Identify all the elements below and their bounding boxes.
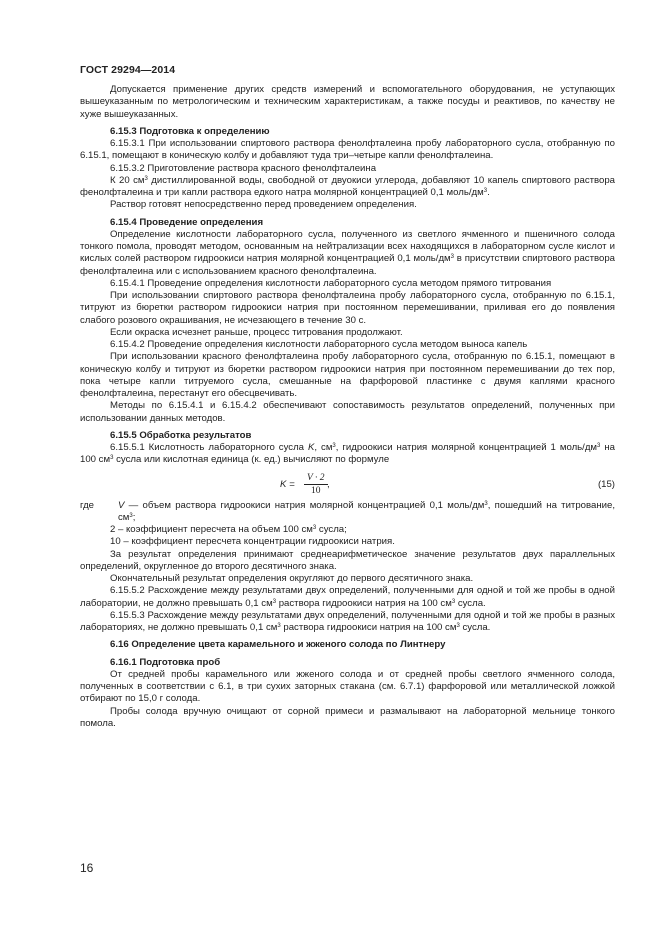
- where-label: где: [80, 499, 95, 511]
- paragraph: 6.15.3.1 При использовании спиртового раствора фенолфталеина пробу лабораторного сусла, отобранную по 6.15.1, помещают в коническую колбу и добавляют туда три–четыре капли фенолфталеина.: [80, 138, 615, 162]
- section-heading-6-15-3: 6.15.3 Подготовка к определению: [110, 125, 270, 137]
- paragraph: 6.15.5.2 Расхождение между результатами двух определений, полученными для одной и той же пробы в одной лаборатории, не должно превышать 0,1 $см^3$ раствора гидроокиси натрия на 100 $см^3$ сусла.: [80, 585, 615, 609]
- paragraph: Пробы солода вручную очищают от сорной примеси и размалывают на лабораторной мельнице тонкого помола.: [80, 705, 615, 729]
- paragraph: За результат определения принимают среднеарифметическое значение результатов двух параллельных определений, округленное до второго десятичного знака.: [80, 548, 615, 572]
- definition-2: 2 – коэффициент пересчета на объем 100 $см^3$ сусла;: [110, 524, 347, 535]
- document-code-header: ГОСТ 29294—2014: [80, 64, 176, 76]
- intro-paragraph: Допускается применение других средств измерений и вспомогательного оборудования, не уступающих вышеуказанным по метрологическим и техническим характеристикам, а также посуды и реактивов, по качеству не хуже вышеуказанных.: [80, 84, 615, 120]
- paragraph: Если окраска исчезнет раньше, процесс титрования продолжают.: [110, 326, 403, 338]
- formula-fraction: [304, 472, 328, 497]
- formula-comma: ,: [327, 478, 330, 490]
- page-body: [80, 84, 615, 730]
- paragraph: К 20 $см^3$ дистиллированной воды, свободной от двуокиси углерода, добавляют 10 капель спиртового раствора фенолфталеина и три капли раствора едкого натра молярной концентрацией 0,1 моль/$дм^3$.: [80, 174, 615, 198]
- page-number: 16: [80, 861, 94, 875]
- equation-number: (15): [597, 478, 615, 490]
- paragraph: При использовании спиртового раствора фенолфталеина пробу лабораторного сусла, отобранную по 6.15.1, титруют из бюретки раствором гидроокиси натрия при постоянном перемешивании, приливая его до появления слабого розового окрашивания, не исчезающего в течение 30 с.: [80, 290, 615, 326]
- section-heading-6-15-5: 6.15.5 Обработка результатов: [110, 429, 252, 441]
- paragraph: 6.15.4.1 Проведение определения кислотности лабораторного сусла методом прямого титрования: [110, 277, 552, 289]
- paragraph: 6.15.4.2 Проведение определения кислотности лабораторного сусла методом выноса капель: [110, 339, 528, 350]
- paragraph: При использовании красного фенолфталеина пробу лабораторного сусла, отобранную по 6.15.1, помещают в коническую колбу и титруют из бюретки раствором гидроокиси натрия при постоянном перемешивании до тех пор, пока четыре капли титруемого сусла, смешанные на фарфоровой пластинке с двумя каплями красного фенолфталеина, перестанут его обесцвечивать.: [80, 351, 615, 399]
- section-heading-6-16: 6.16 Определение цвета карамельного и жженого солода по Линтнеру: [110, 639, 446, 651]
- section-heading-6-16-1: 6.16.1 Подготовка проб: [110, 656, 221, 668]
- formula-denominator: 10: [311, 485, 321, 496]
- definition-v: V — объем раствора гидроокиси натрия молярной концентрацией 0,1 моль/$дм^3$, пошедший на титрование, $см^3$;: [118, 499, 615, 523]
- paragraph: От средней пробы карамельного или жженого солода и от средней пробы светлого ячменного солода, полученных в соответствии с 6.1, в три сухих заторных стакана (см. 6.7.1) фарфоровой или металлической ложкой отбирают по 15,0 г солода.: [80, 668, 615, 705]
- formula-lhs: K =: [280, 478, 295, 490]
- formula-numerator: V · 2: [304, 472, 328, 485]
- paragraph: Методы по 6.15.4.1 и 6.15.4.2 обеспечивают сопоставимость результатов определений, полученных при использовании данных методов.: [80, 400, 615, 424]
- section-heading-6-15-4: 6.15.4 Проведение определения: [110, 216, 264, 228]
- paragraph: Окончательный результат определения округляют до первого десятичного знака.: [110, 573, 474, 584]
- paragraph: Определение кислотности лабораторного сусла, полученного из светлого ячменного и пшеничного солода тонкого помола, проводят методом, основанным на нейтрализации всех находящихся в лабораторном сусле кислот и кислых солей раствором гидроокиси натрия молярной концентрацией 0,1 моль/$дм^3$ в присутствии спиртового раствора фенолфталеина или с использованием красного фенолфталеина.: [80, 228, 615, 277]
- paragraph: 6.15.5.3 Расхождение между результатами двух определений, полученными для одной и той же пробы в разных лабораториях, не должно превышать 0,1 $см^3$ раствора гидроокиси натрия на 100 $см^3$ сусла.: [80, 609, 615, 633]
- definition-10: 10 – коэффициент пересчета концентрации гидроокиси натрия.: [110, 536, 395, 548]
- paragraph: 6.15.3.2 Приготовление раствора красного фенолфталеина: [110, 162, 377, 174]
- where-definitions: [80, 500, 615, 525]
- formula-15: [80, 472, 615, 498]
- paragraph: 6.15.5.1 Кислотность лабораторного сусла K, $см^3$, гидроокиси натрия молярной концентрацией 1 моль/$дм^3$ на 100 $см^3$ сусла или кислотная единица (к. ед.) вычисляют по формуле: [80, 442, 615, 466]
- paragraph: Раствор готовят непосредственно перед проведением определения.: [110, 199, 417, 211]
